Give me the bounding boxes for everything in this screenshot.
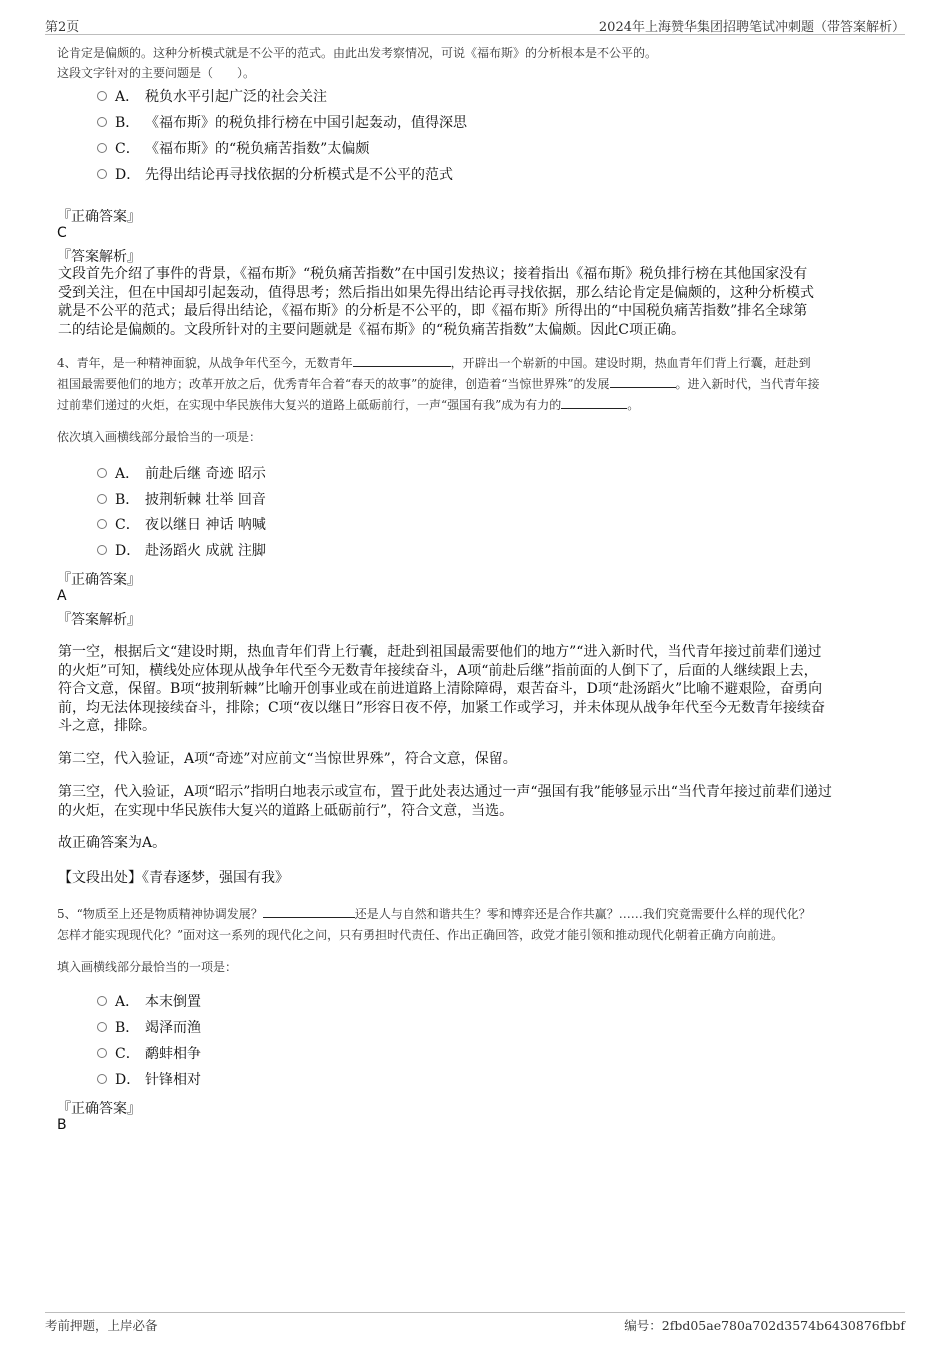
document-title: 2024年上海赞华集团招聘笔试冲刺题（带答案解析） xyxy=(598,20,905,35)
q3-analysis-label: 『答案解析』 xyxy=(57,249,141,265)
q4-stem-line2: 祖国最需要他们的地方；改革开放之后，优秀青年合着“春天的故事”的旋律，创造着“当惊世界殊”的发展 。进入新时代，当代青年接 xyxy=(57,377,820,391)
radio-icon[interactable] xyxy=(97,169,107,179)
q3-answer-label: 『正确答案』 xyxy=(57,209,141,225)
q3-answer: C xyxy=(57,225,67,241)
q4-option-c[interactable]: C． 夜以继日 神话 呐喊 xyxy=(97,514,266,536)
radio-icon[interactable] xyxy=(97,519,107,529)
q3-option-d[interactable]: D． 先得出结论再寻找依据的分析模式是不公平的范式 xyxy=(97,164,453,186)
radio-icon[interactable] xyxy=(97,494,107,504)
q4-source: 【文段出处】《青春逐梦，强国有我》 xyxy=(58,870,289,886)
page-header xyxy=(45,14,905,35)
q4-analysis-label: 『答案解析』 xyxy=(57,612,141,628)
footer-slogan: 考前押题，上岸必备 xyxy=(45,1318,158,1333)
q4-stem-line1: 4、青年，是一种精神面貌，从战争年代至今，无数青年 ，开辟出一个崭新的中国。建设时期，热血青年们背上行囊，赶赴到 xyxy=(57,356,811,370)
radio-icon[interactable] xyxy=(97,117,107,127)
blank-line xyxy=(263,905,355,918)
q4-analysis-p1: 第一空，根据后文“建设时期，热血青年们背上行囊，赶赴到祖国最需要他们的地方”“进入新时代，当代青年接过前辈们递过 的火炬”可知，横线处应体现从战争年代至今无数青年接续奋斗，A项“前赴后继”指前面的人倒下了，后面的人继续跟上去， 符合文意，保留。B项“披荆斩棘”比喻开创事业或在前进道路上清除障碍，艰苦奋斗，D项“赴汤蹈火”比喻不避艰险，奋勇向 前，均无法体现接续奋斗，排除；C项“夜以继日”形容日夜不停，加紧工作或学习，并未体现从战争年代至今无数青年接续奋 斗之意，排除。 xyxy=(58,644,826,734)
radio-icon[interactable] xyxy=(97,143,107,153)
q5-stem-line2: 怎样才能实现现代化？”面对这一系列的现代化之问，只有勇担时代责任、作出正确回答，政党才能引领和推动现代化朝着正确方向前进。 xyxy=(57,928,784,942)
q3-intro-line1: 论肯定是偏颇的。这种分析模式就是不公平的范式。由此出发考察情况，可说《福布斯》的分析根本是不公平的。 xyxy=(57,46,658,60)
q5-option-b[interactable]: B． 竭泽而渔 xyxy=(97,1017,201,1039)
radio-icon[interactable] xyxy=(97,1074,107,1084)
q4-analysis-p2: 第二空，代入验证，A项“奇迹”对应前文“当惊世界殊”，符合文意，保留。 xyxy=(58,751,517,767)
q5-stem-line1: 5、“物质至上还是物质精神协调发展？ 还是人与自然和谐共生？零和博弈还是合作共赢？……我们究竟需要什么样的现代化？ xyxy=(57,907,811,921)
q3-option-a[interactable]: A． 税负水平引起广泛的社会关注 xyxy=(97,86,327,108)
q4-stem-line3: 过前辈们递过的火炬，在实现中华民族伟大复兴的道路上砥砺前行，一声“强国有我”成为有力的 。 xyxy=(57,398,640,412)
q5-option-c[interactable]: C． 鹬蚌相争 xyxy=(97,1043,201,1065)
blank-line xyxy=(561,396,627,409)
q3-option-c[interactable]: C． 《福布斯》的“税负痛苦指数”太偏颇 xyxy=(97,138,369,160)
q5-answer: B xyxy=(57,1117,67,1133)
q3-intro-line2: 这段文字针对的主要问题是（ ）。 xyxy=(57,66,256,80)
q3-analysis: 文段首先介绍了事件的背景，《福布斯》“税负痛苦指数”在中国引发热议；接着指出《福布斯》税负排行榜在其他国家没有 受到关注，但在中国却引起轰动，值得思考；然后指出如果先得出结论再寻找依据，那么结论肯定是偏颇的，这种分析模式 就是不公平的范式；最后得出结论，《福布斯》的分析是不公平的，即《福布斯》所得出的“中国税负痛苦指数”排名全球第 二的结论是偏颇的。文段所针对的主要问题就是《福布斯》的“税负痛苦指数”太偏颇。因此C项正确。 xyxy=(58,266,814,338)
radio-icon[interactable] xyxy=(97,1048,107,1058)
q5-option-d[interactable]: D． 针锋相对 xyxy=(97,1069,201,1091)
radio-icon[interactable] xyxy=(97,996,107,1006)
page-number: 第2页 xyxy=(45,20,80,35)
radio-icon[interactable] xyxy=(97,468,107,478)
q4-prompt: 依次填入画横线部分最恰当的一项是： xyxy=(57,430,262,444)
page-footer xyxy=(45,1312,905,1335)
blank-line xyxy=(610,375,676,388)
q4-answer: A xyxy=(57,588,67,604)
q5-option-a[interactable]: A． 本末倒置 xyxy=(97,991,201,1013)
q4-analysis-p4: 故正确答案为A。 xyxy=(58,835,167,851)
q5-answer-label: 『正确答案』 xyxy=(57,1101,141,1117)
radio-icon[interactable] xyxy=(97,1022,107,1032)
q4-answer-label: 『正确答案』 xyxy=(57,572,141,588)
q4-option-a[interactable]: A． 前赴后继 奇迹 昭示 xyxy=(97,463,266,485)
q3-option-b[interactable]: B． 《福布斯》的税负排行榜在中国引起轰动，值得深思 xyxy=(97,112,467,134)
radio-icon[interactable] xyxy=(97,91,107,101)
q4-analysis-p3: 第三空，代入验证，A项“昭示”指明白地表示或宣布，置于此处表达通过一声“强国有我”能够显示出“当代青年接过前辈们递过 的火炬，在实现中华民族伟大复兴的道路上砥砺前行”，符合文意，当选。 xyxy=(58,784,832,819)
q4-option-d[interactable]: D． 赴汤蹈火 成就 注脚 xyxy=(97,540,266,562)
blank-line xyxy=(353,354,451,367)
document-id: 编号：2fbd05ae780a702d3574b6430876fbbf xyxy=(624,1318,905,1333)
q5-prompt: 填入画横线部分最恰当的一项是： xyxy=(57,960,238,974)
radio-icon[interactable] xyxy=(97,545,107,555)
q4-option-b[interactable]: B． 披荆斩棘 壮举 回音 xyxy=(97,489,266,511)
